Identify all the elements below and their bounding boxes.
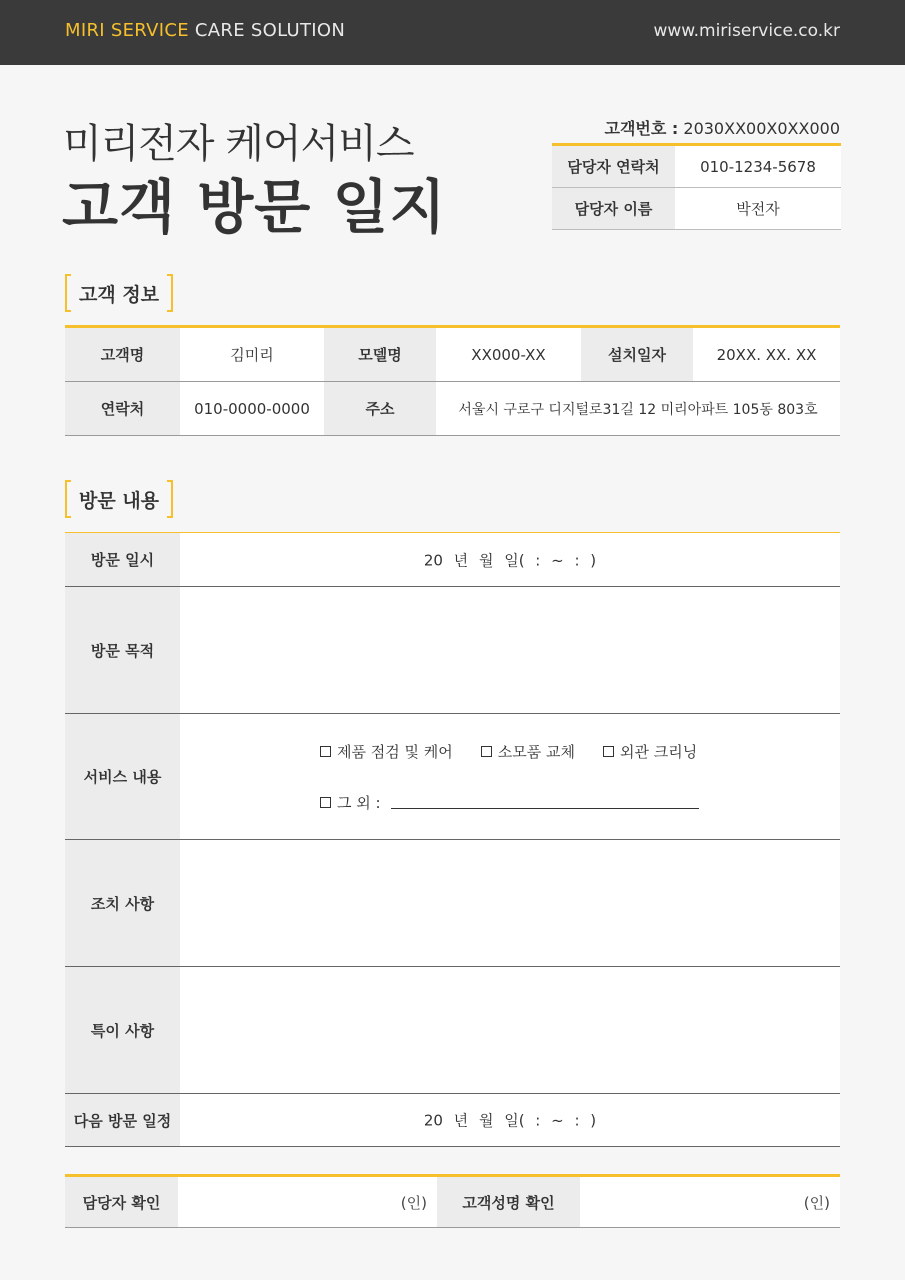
address-value[interactable]: 서울시 구로구 디지털로31길 12 미리아파트 105동 803호 xyxy=(436,382,840,435)
visit-datetime-label: 방문 일시 xyxy=(65,533,180,586)
section-title: 고객 정보 xyxy=(79,283,160,306)
checkbox[interactable] xyxy=(481,746,492,757)
install-date-label: 설치일자 xyxy=(581,328,693,381)
action-row xyxy=(65,840,840,967)
brand-logo xyxy=(65,20,345,41)
bracket-left xyxy=(65,480,71,518)
service-option-label: 제품 점검 및 케어 xyxy=(337,743,453,761)
checkbox[interactable] xyxy=(603,746,614,757)
customer-number-label: 고객번호 : xyxy=(604,119,679,138)
staff-contact-label: 담당자 연락처 xyxy=(552,146,675,187)
service-option-label: 외관 크리닝 xyxy=(619,743,698,761)
staff-confirm-field[interactable] xyxy=(178,1177,437,1227)
visit-table xyxy=(65,532,840,1147)
service-content-field xyxy=(180,714,840,839)
phone-label: 연락처 xyxy=(65,382,180,435)
customer-seal-mark: (인) xyxy=(803,1193,830,1212)
phone-value[interactable]: 010-0000-0000 xyxy=(180,382,324,435)
notes-label: 특이 사항 xyxy=(65,967,180,1093)
page-title: 고객 방문 일지 xyxy=(62,173,447,241)
customer-confirm-label: 고객성명 확인 xyxy=(437,1177,580,1227)
staff-name-row xyxy=(552,188,841,230)
next-visit-template: 20 년 월 일( : ~ : ) xyxy=(423,1111,597,1130)
brand-accent: MIRI SERVICE xyxy=(65,20,189,41)
customer-number-value: 2030XX00X0XX000 xyxy=(683,119,840,138)
signature-table xyxy=(65,1174,840,1228)
visit-purpose-field[interactable] xyxy=(180,587,840,713)
service-other-input[interactable] xyxy=(391,808,699,809)
service-option-label: 소모품 교체 xyxy=(497,743,575,761)
visit-datetime-template: 20 년 월 일( : ~ : ) xyxy=(423,551,597,569)
customer-info-table xyxy=(65,325,840,436)
customer-name-value[interactable]: 김미리 xyxy=(180,328,324,381)
visit-purpose-row xyxy=(65,587,840,714)
visit-purpose-label: 방문 목적 xyxy=(65,587,180,713)
section-heading-visit xyxy=(65,480,173,518)
section-heading-customer xyxy=(65,274,173,312)
checkbox[interactable] xyxy=(320,746,331,757)
section-title: 방문 내용 xyxy=(79,489,160,512)
next-visit-row xyxy=(65,1094,840,1147)
service-other-label: 그 외 : xyxy=(337,794,381,812)
install-date-value[interactable]: 20XX. XX. XX xyxy=(693,328,840,381)
table-row xyxy=(65,382,840,436)
notes-row xyxy=(65,967,840,1094)
visit-datetime-field[interactable] xyxy=(180,533,840,586)
notes-field[interactable] xyxy=(180,967,840,1093)
website-link[interactable]: www.miriservice.co.kr xyxy=(653,21,840,41)
staff-contact-row xyxy=(552,146,841,188)
staff-seal-mark: (인) xyxy=(400,1193,427,1212)
service-option-inspection[interactable] xyxy=(320,741,453,762)
next-visit-label: 다음 방문 일정 xyxy=(65,1094,180,1146)
action-label: 조치 사항 xyxy=(65,840,180,966)
service-content-label: 서비스 내용 xyxy=(65,714,180,839)
bracket-right xyxy=(167,480,173,518)
next-visit-field[interactable] xyxy=(180,1094,840,1146)
customer-confirm-field[interactable] xyxy=(580,1177,840,1227)
staff-name-label: 담당자 이름 xyxy=(552,188,675,229)
model-label: 모델명 xyxy=(324,328,436,381)
customer-name-label: 고객명 xyxy=(65,328,180,381)
staff-name-value: 박전자 xyxy=(675,188,841,229)
service-options xyxy=(320,741,725,762)
staff-contact-value: 010-1234-5678 xyxy=(675,146,841,187)
action-field[interactable] xyxy=(180,840,840,966)
brand-rest: CARE SOLUTION xyxy=(194,20,346,41)
service-content-row xyxy=(65,714,840,840)
service-option-cleaning[interactable] xyxy=(603,741,697,762)
staff-confirm-label: 담당자 확인 xyxy=(65,1177,178,1227)
top-bar xyxy=(0,0,905,65)
table-row xyxy=(65,328,840,382)
bracket-left xyxy=(65,274,71,312)
customer-number xyxy=(605,116,841,139)
service-option-other[interactable] xyxy=(320,792,699,813)
model-value[interactable]: XX000-XX xyxy=(436,328,581,381)
visit-datetime-row xyxy=(65,533,840,587)
service-option-consumables[interactable] xyxy=(481,741,575,762)
page-subtitle: 미리전자 케어서비스 xyxy=(63,121,414,167)
checkbox[interactable] xyxy=(320,797,331,808)
bracket-right xyxy=(167,274,173,312)
staff-info-table xyxy=(552,143,841,230)
address-label: 주소 xyxy=(324,382,436,435)
